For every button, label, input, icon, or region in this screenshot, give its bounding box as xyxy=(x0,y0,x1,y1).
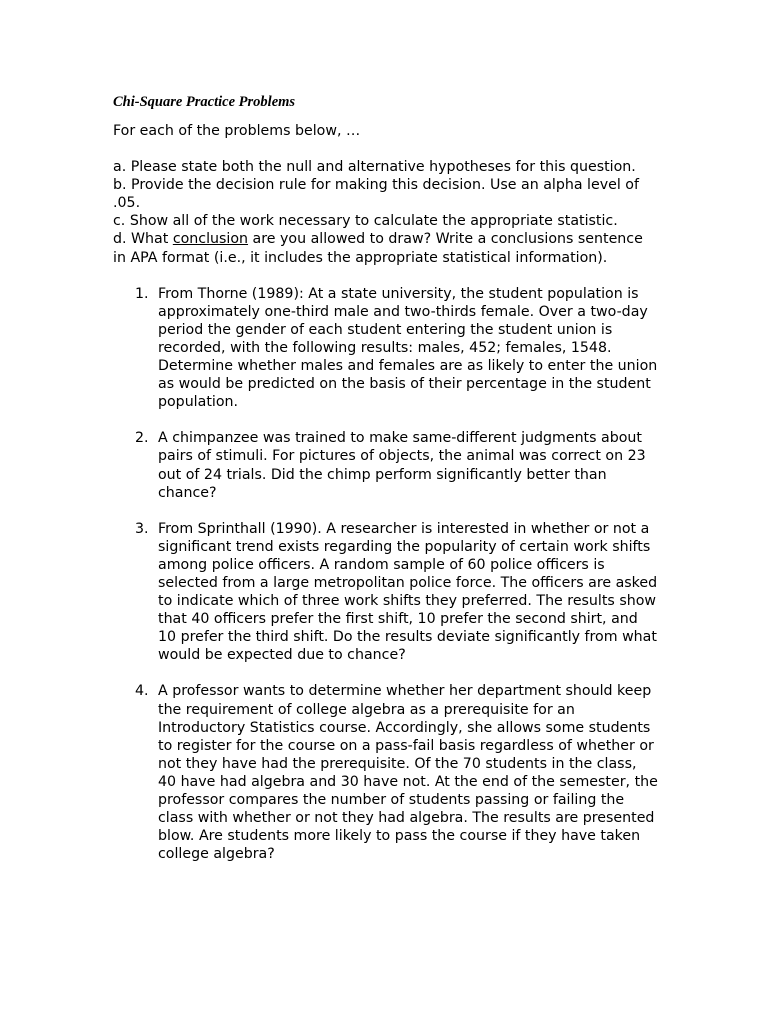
instruction-text: are you allowed to draw? Write a conclusions sentence in APA format (i.e., it includes the appropriate statistical information). xyxy=(113,231,643,266)
instruction-a xyxy=(113,158,658,176)
instruction-text: b. Provide the decision rule for making this decision. Use an alpha level of .05. xyxy=(113,177,639,212)
instruction-text: c. Show all of the work necessary to calculate the appropriate statistic. xyxy=(113,213,618,230)
problem-number: 2. xyxy=(135,430,149,447)
problem-item-1 xyxy=(113,285,658,412)
problem-number: 3. xyxy=(135,520,149,537)
instruction-c xyxy=(113,212,658,230)
problems-list xyxy=(113,285,658,864)
problem-text: A professor wants to determine whether her department should keep the requirement of college algebra as a prerequisite for an Introductory Statistics course. Accordingly, she allows some students to register for the course on a pass-fail basis regardless of whether or not they have had the prerequisite. Of the 70 students in the class, 40 have had algebra and 30 have not. At the end of the semester, the professor compares the number of students passing or failing the class with whether or not they had algebra. The results are presented blow. Are students more likely to pass the course if they have taken college algebra? xyxy=(158,683,658,863)
problem-number: 4. xyxy=(135,683,149,700)
instruction-b xyxy=(113,176,658,212)
instruction-d xyxy=(113,230,658,266)
intro-text: For each of the problems below, … xyxy=(113,123,361,139)
document-title: Chi-Square Practice Problems xyxy=(113,94,296,110)
instruction-text: a. Please state both the null and alternative hypotheses for this question. xyxy=(113,159,636,176)
problem-item-2 xyxy=(113,429,658,501)
instructions-list xyxy=(113,158,658,267)
document-page xyxy=(113,93,658,881)
instruction-text: d. What xyxy=(113,231,173,248)
problem-number: 1. xyxy=(135,285,149,302)
problem-item-4 xyxy=(113,682,658,863)
conclusion-underlined: conclusion xyxy=(172,231,249,248)
problem-text: A chimpanzee was trained to make same-different judgments about pairs of stimuli. For pictures of objects, the animal was correct on 23 out of 24 trials. Did the chimp perform significantly better than chance? xyxy=(158,430,646,501)
problem-item-3 xyxy=(113,520,658,665)
problem-text: From Sprinthall (1990). A researcher is interested in whether or not a significant trend exists regarding the popularity of certain work shifts among police officers. A random sample of 60 police officers is selected from a large metropolitan police force. The officers are asked to indicate which of three work shifts they preferred. The results show that 40 officers prefer the first shift, 10 prefer the second shirt, and 10 prefer the third shift. Do the results deviate significantly from what would be expected due to chance? xyxy=(158,520,658,664)
problem-text: From Thorne (1989): At a state university, the student population is approximately one-third male and two-thirds female. Over a two-day period the gender of each student entering the student union is recorded, with the following results: males, 452; females, 1548. Determine whether males and females are as likely to enter the union as would be predicted on the basis of their percentage in the student population. xyxy=(158,285,658,411)
